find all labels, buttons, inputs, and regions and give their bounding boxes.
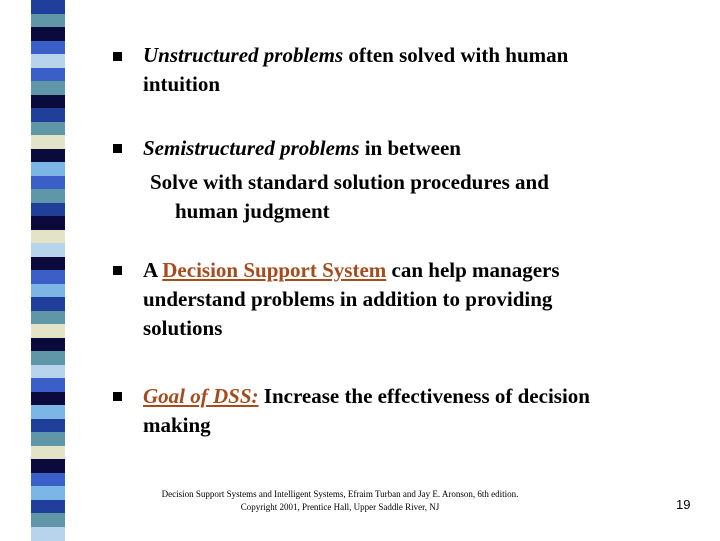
stripe-block — [31, 338, 65, 352]
stripe-block — [31, 432, 65, 446]
sub-item-text-line2: human judgment — [175, 199, 330, 223]
bullet-icon — [113, 144, 122, 153]
item-text-line3: solutions — [143, 316, 223, 340]
stripe-block — [31, 473, 65, 487]
bullet-item-semistructured — [143, 134, 683, 163]
stripe-block — [31, 0, 65, 14]
bullet-icon — [113, 52, 122, 61]
item-text: can help managers — [386, 258, 560, 282]
stripe-block — [31, 392, 65, 406]
stripe-block — [31, 270, 65, 284]
stripe-block — [31, 486, 65, 500]
bullet-icon — [113, 392, 122, 401]
dss-link[interactable]: Decision Support System — [162, 258, 387, 282]
stripe-block — [31, 27, 65, 41]
stripe-block — [31, 243, 65, 257]
stripe-block — [31, 41, 65, 55]
stripe-block — [31, 297, 65, 311]
item-text-line2: understand problems in addition to providing — [143, 287, 553, 311]
decorative-stripe — [31, 0, 65, 540]
stripe-block — [31, 257, 65, 271]
item-text-line2: making — [143, 413, 211, 437]
stripe-block — [31, 189, 65, 203]
stripe-block — [31, 95, 65, 109]
item-text: in between — [359, 136, 461, 160]
stripe-block — [31, 135, 65, 149]
stripe-block — [31, 351, 65, 365]
stripe-block — [31, 176, 65, 190]
stripe-block — [31, 500, 65, 514]
stripe-block — [31, 419, 65, 433]
stripe-block — [31, 203, 65, 217]
stripe-block — [31, 365, 65, 379]
stripe-block — [31, 324, 65, 338]
stripe-block — [31, 230, 65, 244]
footer-citation — [140, 488, 540, 514]
stripe-block — [31, 311, 65, 325]
stripe-block — [31, 527, 65, 541]
footer-line1: Decision Support Systems and Intelligent Systems, Efraim Turban and Jay E. Aronson, 6th edition. — [161, 489, 519, 499]
stripe-block — [31, 405, 65, 419]
bullet-item-dss — [143, 256, 683, 343]
item-text-prefix: A — [143, 258, 163, 282]
bullet-icon — [113, 266, 122, 275]
stripe-block — [31, 122, 65, 136]
item-emphasis: Semistructured problems — [143, 136, 360, 160]
stripe-block — [31, 68, 65, 82]
stripe-block — [31, 216, 65, 230]
footer-line2: Copyright 2001, Prentice Hall, Upper Saddle River, NJ — [240, 502, 440, 512]
stripe-block — [31, 284, 65, 298]
stripe-block — [31, 108, 65, 122]
item-text-line2: intuition — [143, 72, 221, 96]
stripe-block — [31, 446, 65, 460]
sub-item-text: Solve with standard solution procedures and — [150, 170, 549, 194]
stripe-block — [31, 459, 65, 473]
item-text: often solved with human — [343, 43, 569, 67]
bullet-item-goal — [143, 382, 683, 440]
stripe-block — [31, 378, 65, 392]
stripe-block — [31, 54, 65, 68]
stripe-block — [31, 513, 65, 527]
stripe-block — [31, 14, 65, 28]
page-number: 19 — [676, 497, 691, 512]
stripe-block — [31, 162, 65, 176]
goal-link[interactable]: Goal of DSS: — [143, 384, 259, 408]
item-emphasis: Unstructured problems — [143, 43, 344, 67]
stripe-block — [31, 81, 65, 95]
item-text: Increase the effectiveness of decision — [258, 384, 590, 408]
stripe-block — [31, 149, 65, 163]
bullet-item-unstructured — [143, 41, 683, 99]
